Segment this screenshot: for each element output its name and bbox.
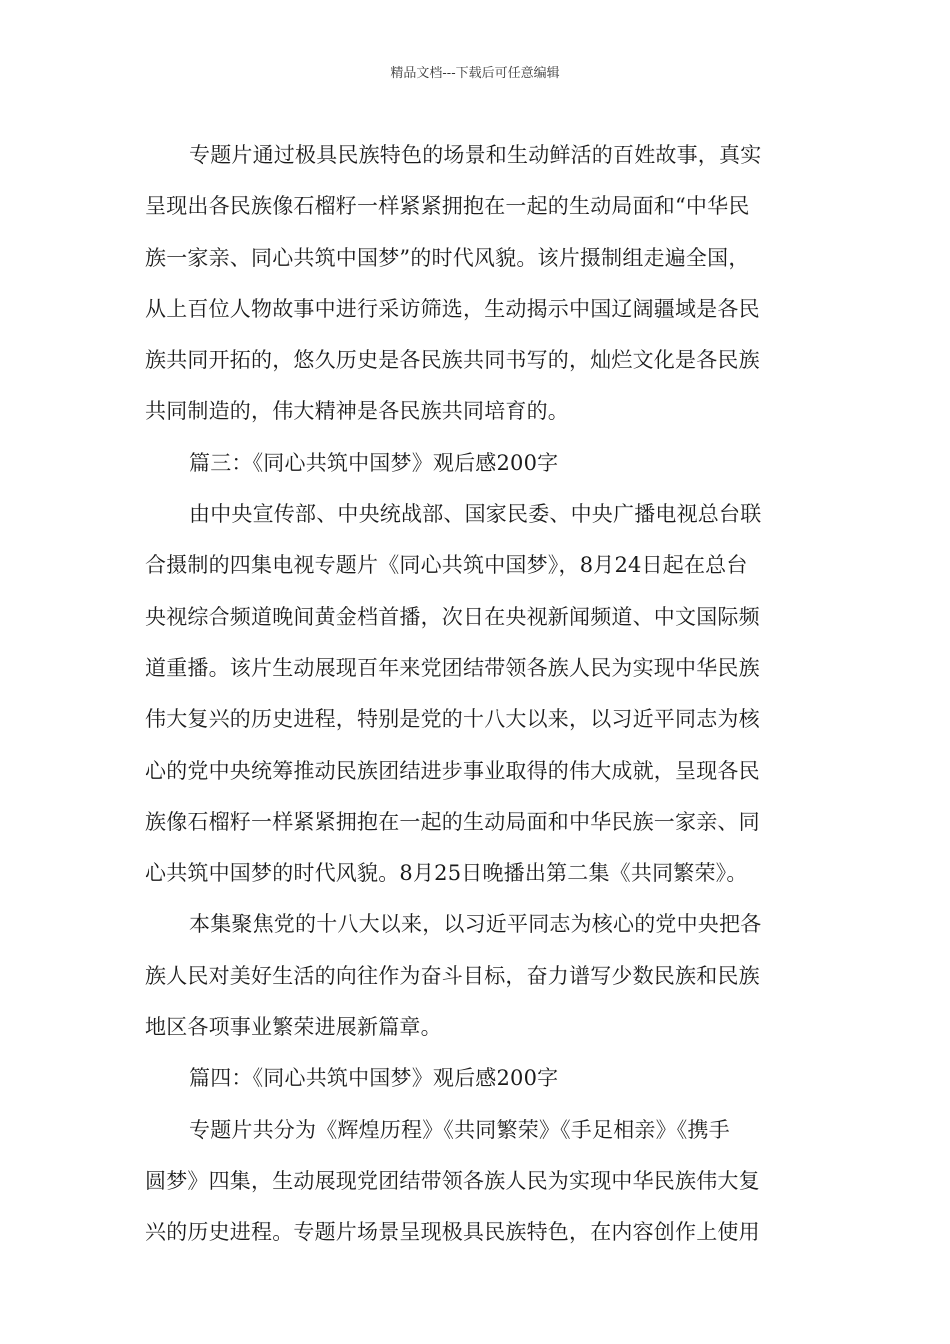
paragraph-intro	[145, 130, 810, 438]
text-line: 地区各项事业繁荣进展新篇章。	[145, 1015, 442, 1040]
text-line: 本集聚焦党的十八大以来，以习近平同志为核心的党中央把各	[189, 912, 762, 937]
text-line: 合摄制的四集电视专题片《同心共筑中国梦》，8月24日起在总台	[145, 553, 748, 578]
text-line: 族人民对美好生活的向往作为奋斗目标，奋力谱写少数民族和民族	[145, 963, 760, 988]
document-body	[145, 130, 810, 1259]
paragraph-section-3-a	[145, 489, 810, 899]
text-line: 共同制造的，伟大精神是各民族共同培育的。	[145, 399, 569, 424]
text-line: 呈现出各民族像石榴籽一样紧紧拥抱在一起的生动局面和“中华民	[145, 194, 750, 219]
text-line: 兴的历史进程。专题片场景呈现极具民族特色，在内容创作上使用	[145, 1220, 760, 1245]
text-line: 由中央宣传部、中央统战部、国家民委、中央广播电视总台联	[189, 502, 762, 527]
text-line: 心的党中央统筹推动民族团结进步事业取得的伟大成就，呈现各民	[145, 758, 760, 783]
text-line: 专题片通过极具民族特色的场景和生动鲜活的百姓故事，真实	[189, 143, 762, 167]
text-line: 央视综合频道晚间黄金档首播，次日在央视新闻频道、中文国际频	[145, 604, 760, 629]
text-line: 圆梦》四集，生动展现党团结带领各族人民为实现中华民族伟大复	[145, 1168, 760, 1193]
paragraph-section-3-b	[145, 899, 810, 1053]
section-heading-3	[145, 438, 810, 489]
section-heading-4	[145, 1053, 810, 1104]
text-line: 道重播。该片生动展现百年来党团结带领各族人民为实现中华民族	[145, 655, 760, 680]
text-line: 从上百位人物故事中进行采访筛选，生动揭示中国辽阔疆域是各民	[145, 296, 760, 321]
heading-text: 篇三：《同心共筑中国梦》观后感200字	[189, 450, 559, 475]
text-line: 族一家亲、同心共筑中国梦”的时代风貌。该片摄制组走遍全国，	[145, 245, 750, 270]
text-line: 专题片共分为《辉煌历程》《共同繁荣》《手足相亲》《携手	[189, 1117, 730, 1142]
text-line: 心共筑中国梦的时代风貌。8月25日晚播出第二集《共同繁荣》。	[145, 861, 748, 886]
paragraph-section-4	[145, 1105, 810, 1259]
page-header: 精品文档---下载后可任意编辑	[390, 66, 560, 81]
heading-text: 篇四：《同心共筑中国梦》观后感200字	[189, 1066, 559, 1091]
text-line: 族共同开拓的，悠久历史是各民族共同书写的，灿烂文化是各民族	[145, 348, 760, 373]
text-line: 族像石榴籽一样紧紧拥抱在一起的生动局面和中华民族一家亲、同	[145, 809, 760, 834]
text-line: 伟大复兴的历史进程，特别是党的十八大以来，以习近平同志为核	[145, 707, 760, 732]
